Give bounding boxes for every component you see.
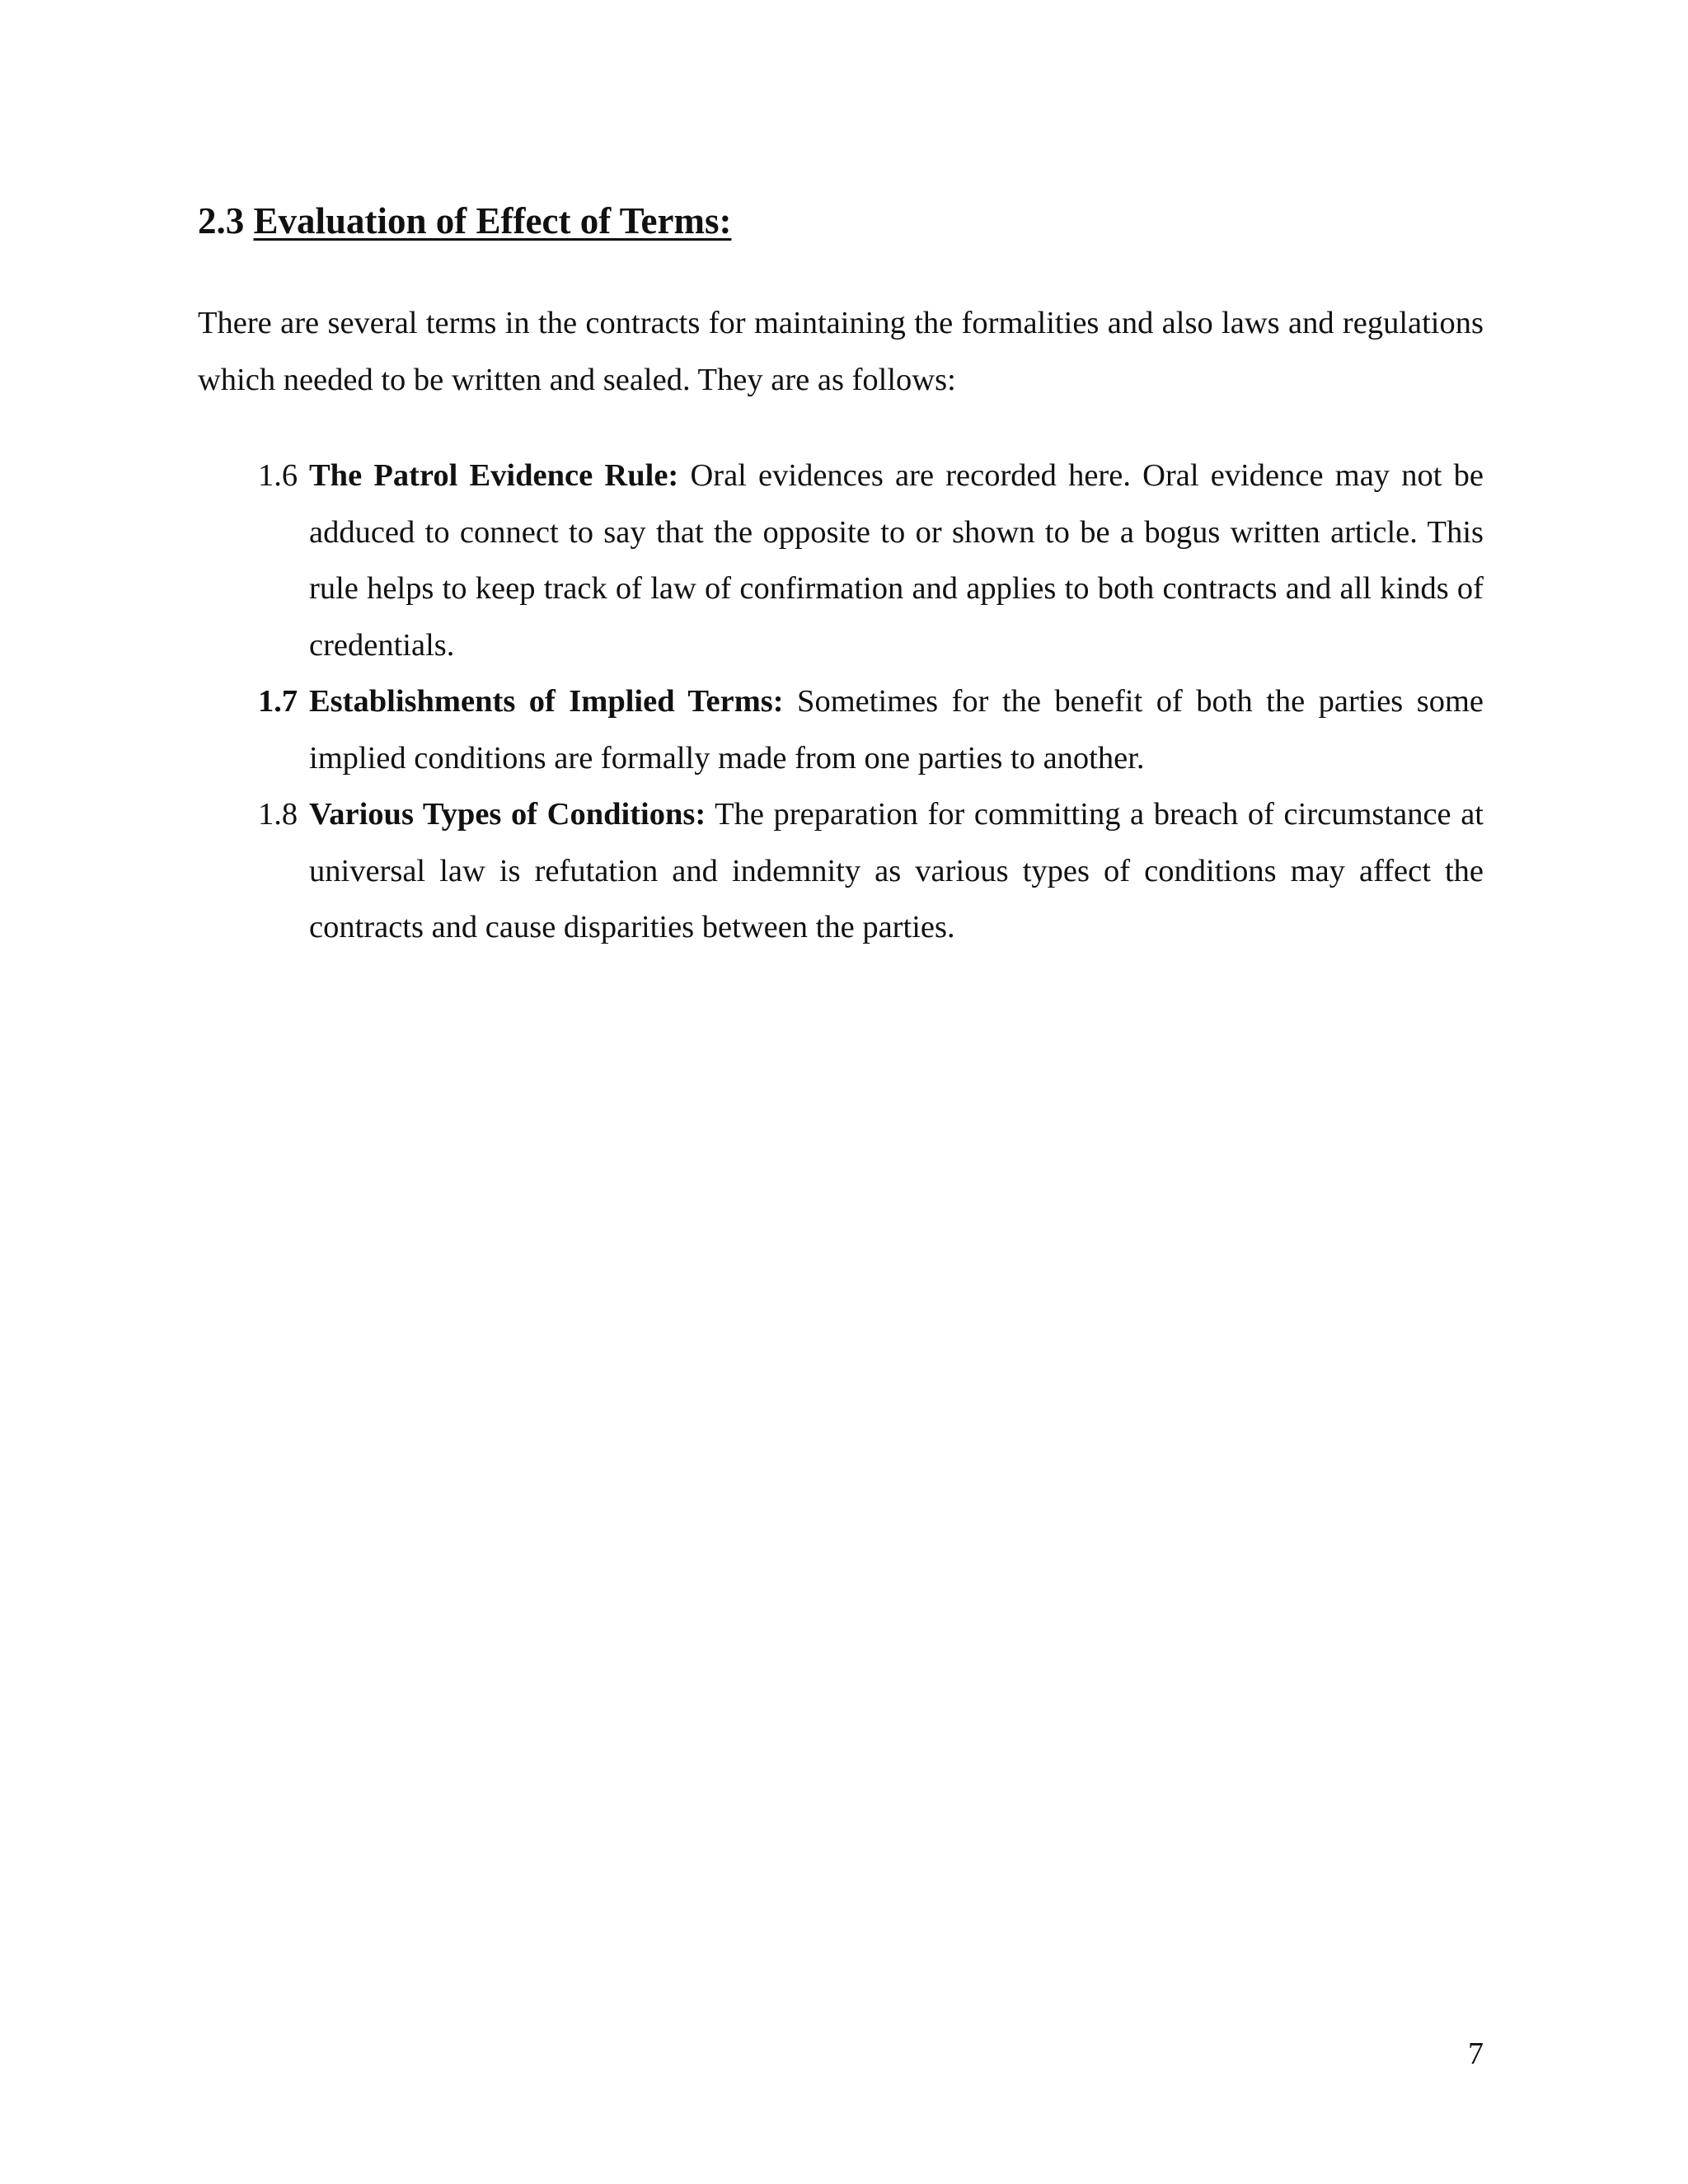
term-number: 1.7 xyxy=(258,684,298,719)
term-text: Sometimes for the benefit of both the parties some implied conditions are formally made from one parties to another. xyxy=(309,684,1484,776)
section-title: Evaluation of Effect of Terms: xyxy=(253,200,732,241)
section-number: 2.3 xyxy=(198,200,245,241)
term-item-implied-terms xyxy=(258,673,1484,786)
term-number: 1.8 xyxy=(258,797,298,832)
term-text: Oral evidences are recorded here. Oral evidence may not be adduced to connect to say that the opposite to or shown to be a bogus written article. This rule helps to keep track of law of confirmation and applies to both contracts and all kinds of credentials. xyxy=(309,458,1484,663)
terms-list xyxy=(258,448,1484,956)
term-label: The Patrol Evidence Rule: xyxy=(309,458,679,493)
term-number: 1.6 xyxy=(258,458,298,493)
section-heading xyxy=(198,196,731,246)
term-label: Various Types of Conditions: xyxy=(309,797,706,832)
term-text: The preparation for committing a breach of circumstance at universal law is refutation and indemnity as various types of conditions may affect the contracts and cause disparities between the parties. xyxy=(309,797,1484,944)
term-item-types-of-conditions xyxy=(258,786,1484,956)
term-label: Establishments of Implied Terms: xyxy=(309,684,784,719)
term-item-patrol-evidence-rule xyxy=(258,448,1484,673)
intro-paragraph: There are several terms in the contracts for maintaining the formalities and also laws and regulations which needed to be written and sealed. They are as follows: xyxy=(198,306,1484,397)
page-number: 7 xyxy=(1468,2036,1484,2071)
